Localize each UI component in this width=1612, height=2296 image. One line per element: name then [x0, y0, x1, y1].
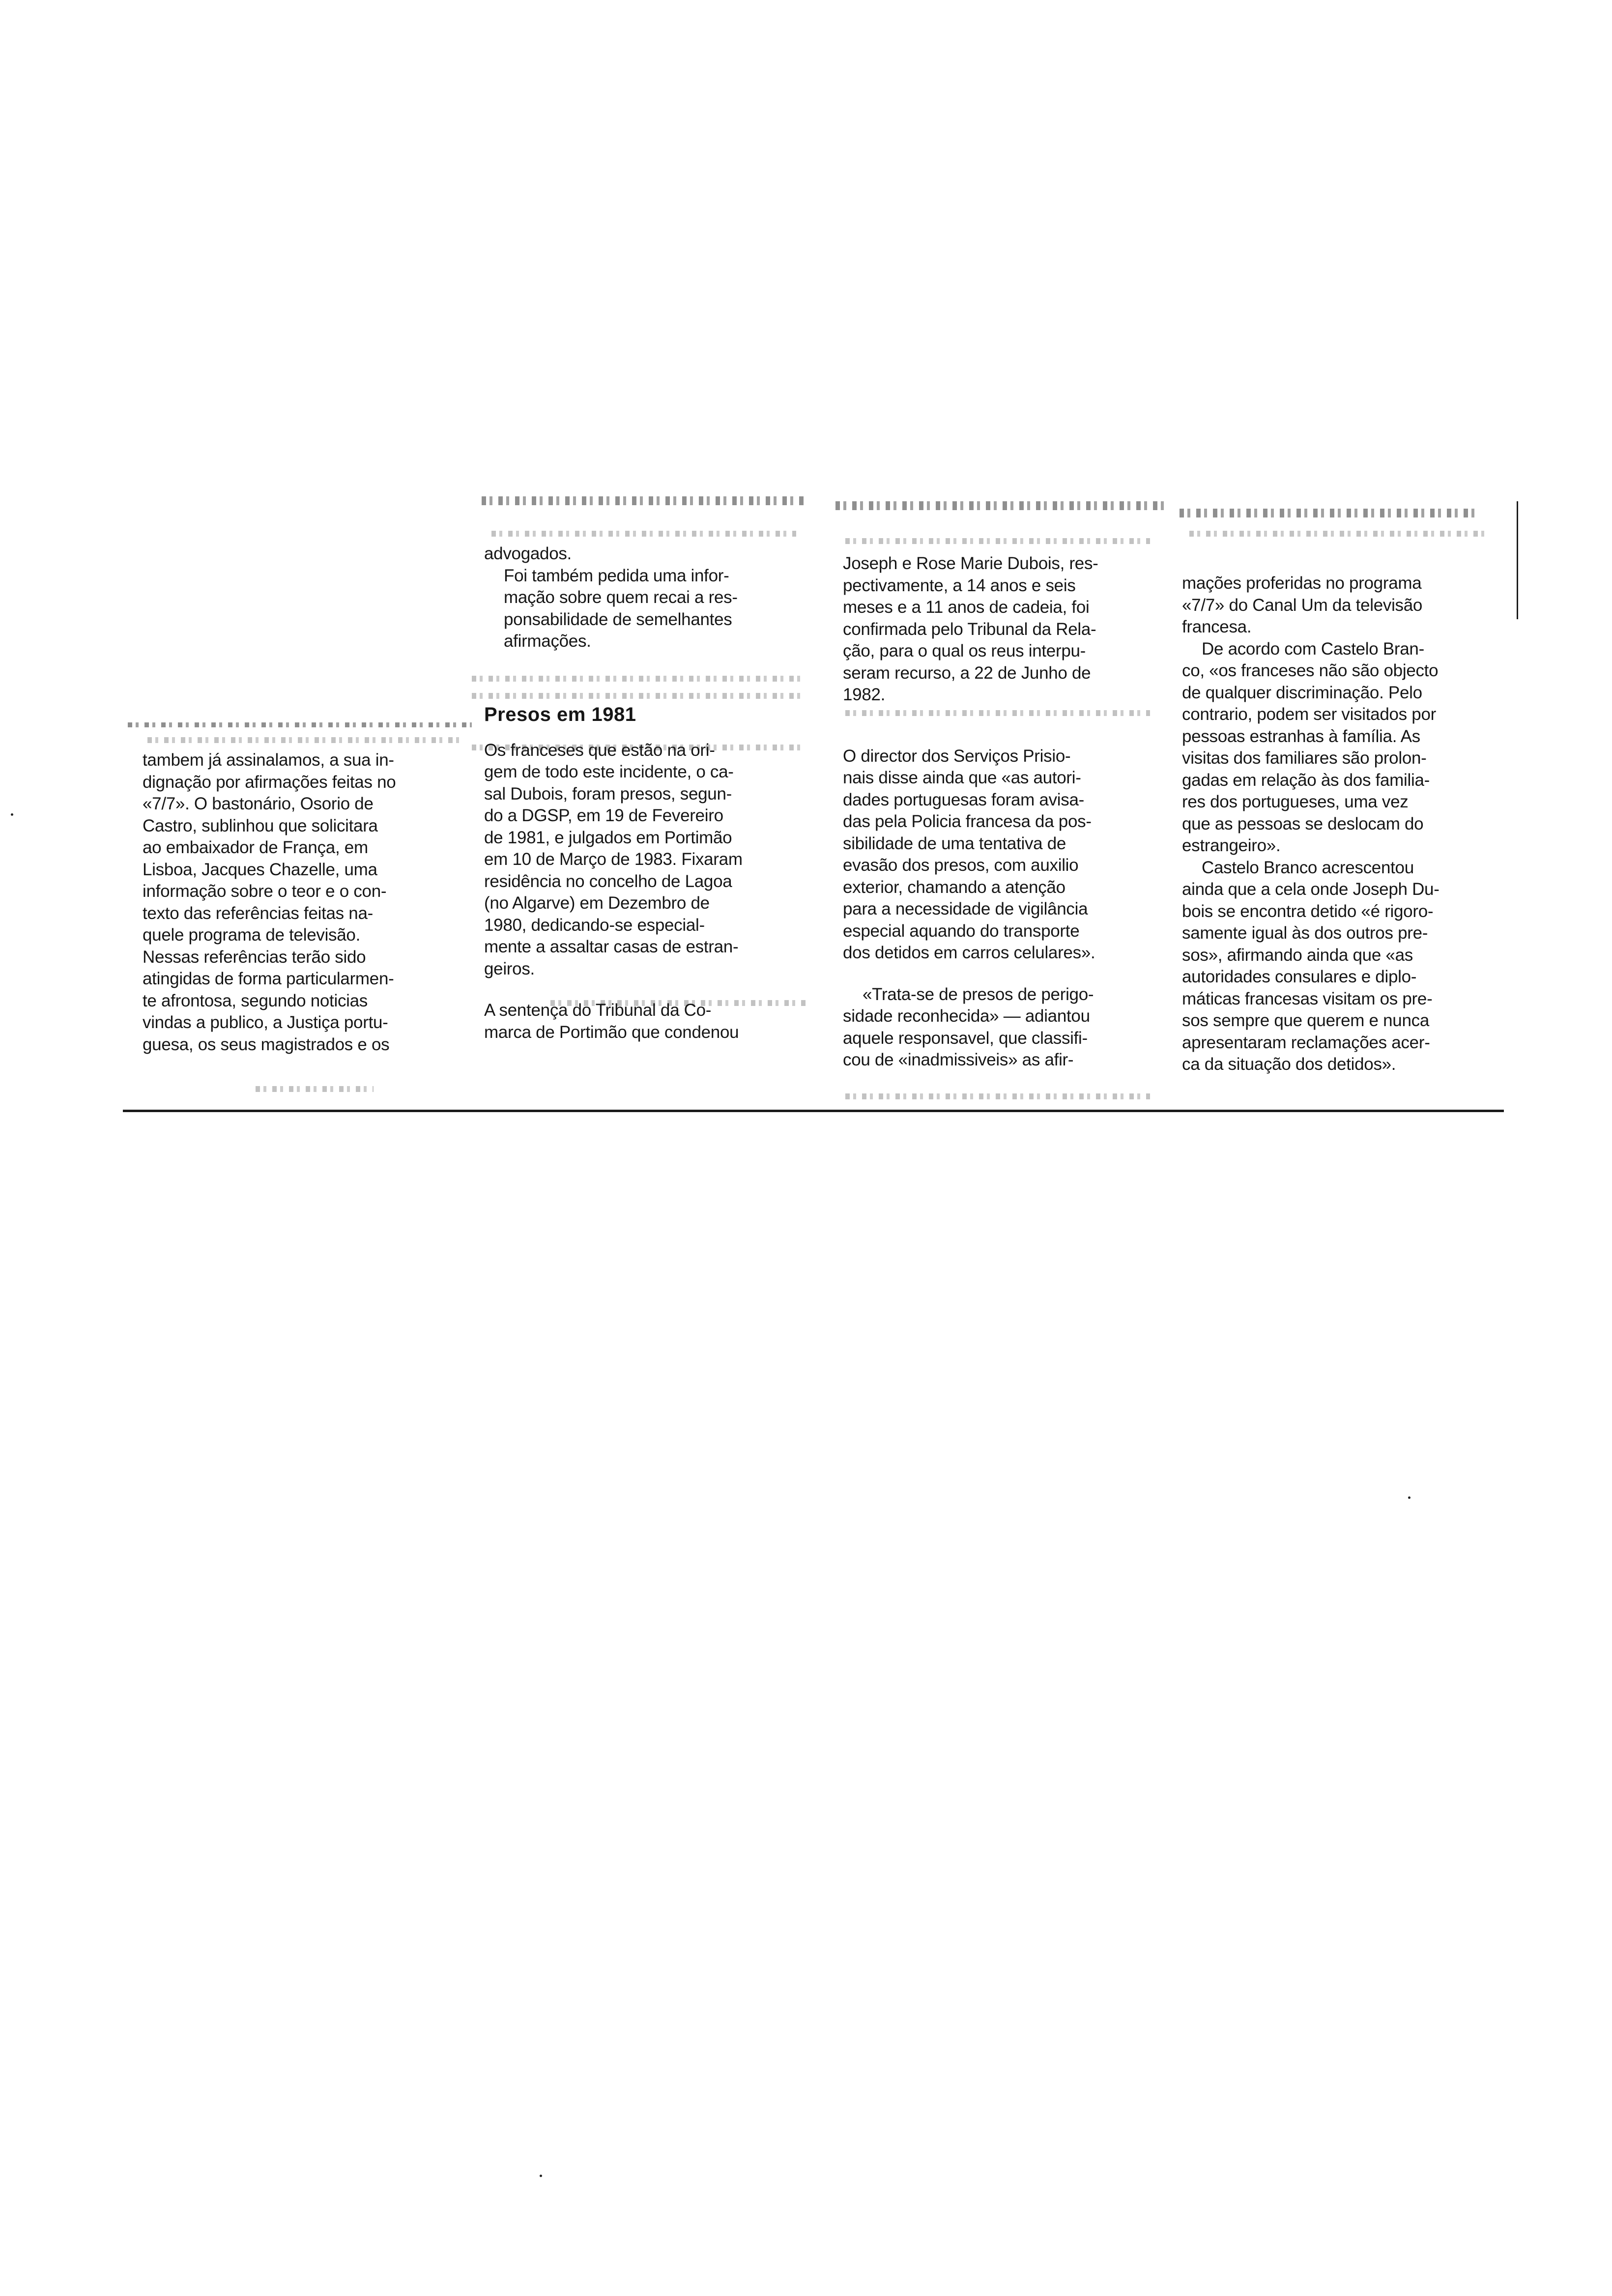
text-line: geiros. — [484, 959, 535, 978]
column-4-paragraph-cell — [1182, 857, 1497, 1076]
text-line: sal Dubois, foram presos, segun- — [484, 784, 732, 804]
scan-speck — [11, 813, 13, 816]
text-line: samente igual às dos outros pre- — [1182, 923, 1428, 943]
column-2-paragraph-top — [484, 543, 811, 565]
text-line: dos detidos em carros celulares». — [843, 943, 1095, 962]
text-line: «Trata-se de presos de perigo- — [863, 984, 1094, 1004]
text-line: De acordo com Castelo Bran- — [1202, 639, 1424, 659]
text-line: de qualquer discriminação. Pelo — [1182, 683, 1422, 702]
text-line: sidade reconhecida» — adiantou — [843, 1006, 1090, 1026]
text-line: cou de «inadmissiveis» as afir- — [843, 1050, 1074, 1069]
text-line: O director dos Serviços Prisio- — [843, 746, 1071, 766]
text-line: contrario, podem ser visitados por — [1182, 705, 1436, 724]
spacer — [843, 706, 1157, 746]
spacer — [843, 964, 1157, 984]
scan-speck — [540, 2175, 542, 2177]
text-line: visitas dos familiares são prolon- — [1182, 748, 1427, 768]
text-line: para a necessidade de vigilância — [843, 899, 1088, 918]
text-line: evasão dos presos, com auxilio — [843, 856, 1079, 875]
column-3-paragraph-quote — [843, 984, 1157, 1071]
spacer — [484, 653, 811, 699]
text-line: «7/7» do Canal Um da televisão — [1182, 595, 1423, 615]
scan-noise-col3-a — [845, 538, 1150, 544]
text-line: advogados. — [484, 544, 572, 563]
text-line: ao embaixador de França, em — [143, 838, 368, 857]
text-line: tambem já assinalamos, a sua in- — [143, 750, 394, 770]
text-line: Lisboa, Jacques Chazelle, uma — [143, 860, 377, 879]
text-line: de 1981, e julgados em Portimão — [484, 828, 732, 847]
text-line: sos», afirmando ainda que «as — [1182, 945, 1413, 965]
text-line: sibilidade de uma tentativa de — [843, 833, 1066, 853]
text-line: dignação por afirmações feitas no — [143, 772, 396, 792]
text-line: seram recurso, a 22 de Junho de — [843, 663, 1091, 683]
right-edge-rule — [1517, 501, 1518, 619]
column-1-paragraph — [143, 749, 477, 1056]
text-line: Castelo Branco acrescentou — [1202, 858, 1414, 877]
text-line: especial aquando do transporte — [843, 921, 1080, 941]
text-line: ca da situação dos detidos». — [1182, 1055, 1396, 1074]
text-line: que as pessoas se deslocam do — [1182, 814, 1424, 833]
scan-noise-col1-top-b — [147, 737, 462, 743]
text-line: Joseph e Rose Marie Dubois, res- — [843, 554, 1098, 573]
text-line: dades portuguesas foram avisa- — [843, 790, 1084, 809]
scan-noise-top-left — [482, 496, 806, 505]
text-line: ainda que a cela onde Joseph Du- — [1182, 880, 1439, 899]
text-line: «7/7». O bastonário, Osorio de — [143, 794, 374, 813]
column-4 — [1182, 573, 1497, 1076]
column-4-paragraph-castelo — [1182, 638, 1497, 857]
text-line: nais disse ainda que «as autori- — [843, 768, 1081, 787]
text-line: apresentaram reclamações acer- — [1182, 1033, 1430, 1052]
text-line: das pela Policia francesa da pos- — [843, 812, 1092, 831]
text-line: texto das referências feitas na- — [143, 903, 373, 923]
text-line: pessoas estranhas à família. As — [1182, 726, 1420, 746]
section-subhead: Presos em 1981 — [484, 703, 636, 725]
text-line: marca de Portimão que condenou — [484, 1022, 739, 1042]
text-line: res dos portugueses, uma vez — [1182, 792, 1409, 811]
text-line: mação sobre quem recai a res- — [504, 588, 738, 607]
text-line: 1982. — [843, 685, 886, 704]
scan-noise-col1-bottom — [256, 1086, 374, 1092]
text-line: A sentença do Tribunal da Co- — [484, 1001, 712, 1020]
column-2 — [484, 543, 811, 1043]
text-line: autoridades consulares e diplo- — [1182, 967, 1417, 986]
text-line: Nessas referências terão sido — [143, 947, 366, 967]
text-line: máticas francesas visitam os pre- — [1182, 989, 1433, 1008]
text-line: francesa. — [1182, 617, 1252, 636]
column-3-paragraph-director — [843, 746, 1157, 964]
text-line: 1980, dedicando-se especial- — [484, 915, 705, 935]
column-3 — [843, 553, 1157, 1071]
column-1 — [143, 749, 477, 1056]
text-line: mações proferidas no programa — [1182, 574, 1422, 593]
text-line: te afrontosa, segundo noticias — [143, 991, 368, 1010]
text-line: Castro, sublinhou que solicitara — [143, 816, 378, 835]
text-line: mente a assaltar casas de estran- — [484, 937, 739, 956]
column-2-paragraph-end — [484, 1000, 811, 1043]
scan-noise-col1-top — [128, 722, 472, 727]
text-line: aquele responsavel, que classifi- — [843, 1028, 1088, 1048]
text-line: em 10 de Março de 1983. Fixaram — [484, 850, 743, 869]
text-line: Os franceses que estão na ori- — [484, 740, 715, 760]
text-line: meses e a 11 anos de cadeia, foi — [843, 598, 1090, 617]
text-line: gadas em relação às dos familia- — [1182, 770, 1430, 790]
text-line: Foi também pedida uma infor- — [504, 566, 729, 585]
text-line: sos sempre que querem e nunca — [1182, 1011, 1429, 1030]
spacer — [484, 980, 811, 1000]
scan-noise-top-mid — [835, 501, 1170, 510]
scan-noise-col2-a — [491, 531, 796, 537]
text-line: (no Algarve) em Dezembro de — [484, 893, 710, 913]
scan-noise-top-right — [1180, 509, 1479, 517]
column-2-paragraph-request — [484, 565, 811, 653]
text-line: pectivamente, a 14 anos e seis — [843, 575, 1076, 595]
column-4-paragraph-program — [1182, 573, 1497, 638]
text-line: atingidas de forma particularmen- — [143, 969, 394, 988]
spacer — [484, 730, 811, 740]
text-line: gem de todo este incidente, o ca- — [484, 762, 734, 781]
scan-noise-col4-a — [1189, 531, 1484, 537]
column-2-paragraph-main — [484, 740, 811, 980]
text-line: vindas a publico, a Justiça portu- — [143, 1013, 388, 1032]
scan-speck — [1408, 1496, 1410, 1499]
text-line: informação sobre o teor e o con- — [143, 882, 387, 901]
text-line: estrangeiro». — [1182, 836, 1281, 855]
text-line: guesa, os seus magistrados e os — [143, 1034, 390, 1054]
scan-noise-col3-bottom — [845, 1093, 1150, 1099]
text-line: confirmada pelo Tribunal da Rela- — [843, 619, 1096, 639]
text-line: residência no concelho de Lagoa — [484, 871, 732, 891]
text-line: ção, para o qual os reus interpu- — [843, 641, 1086, 660]
text-line: co, «os franceses não são objecto — [1182, 661, 1439, 680]
text-line: bois se encontra detido «é rigoro- — [1182, 901, 1434, 921]
bottom-rule — [123, 1110, 1504, 1112]
text-line: do a DGSP, em 19 de Fevereiro — [484, 806, 723, 825]
text-line: ponsabilidade de semelhantes — [504, 609, 732, 629]
column-3-paragraph-sentence — [843, 553, 1157, 706]
text-line: exterior, chamando a atenção — [843, 877, 1065, 897]
text-line: afirmações. — [504, 631, 591, 651]
text-line: quele programa de televisão. — [143, 925, 360, 945]
